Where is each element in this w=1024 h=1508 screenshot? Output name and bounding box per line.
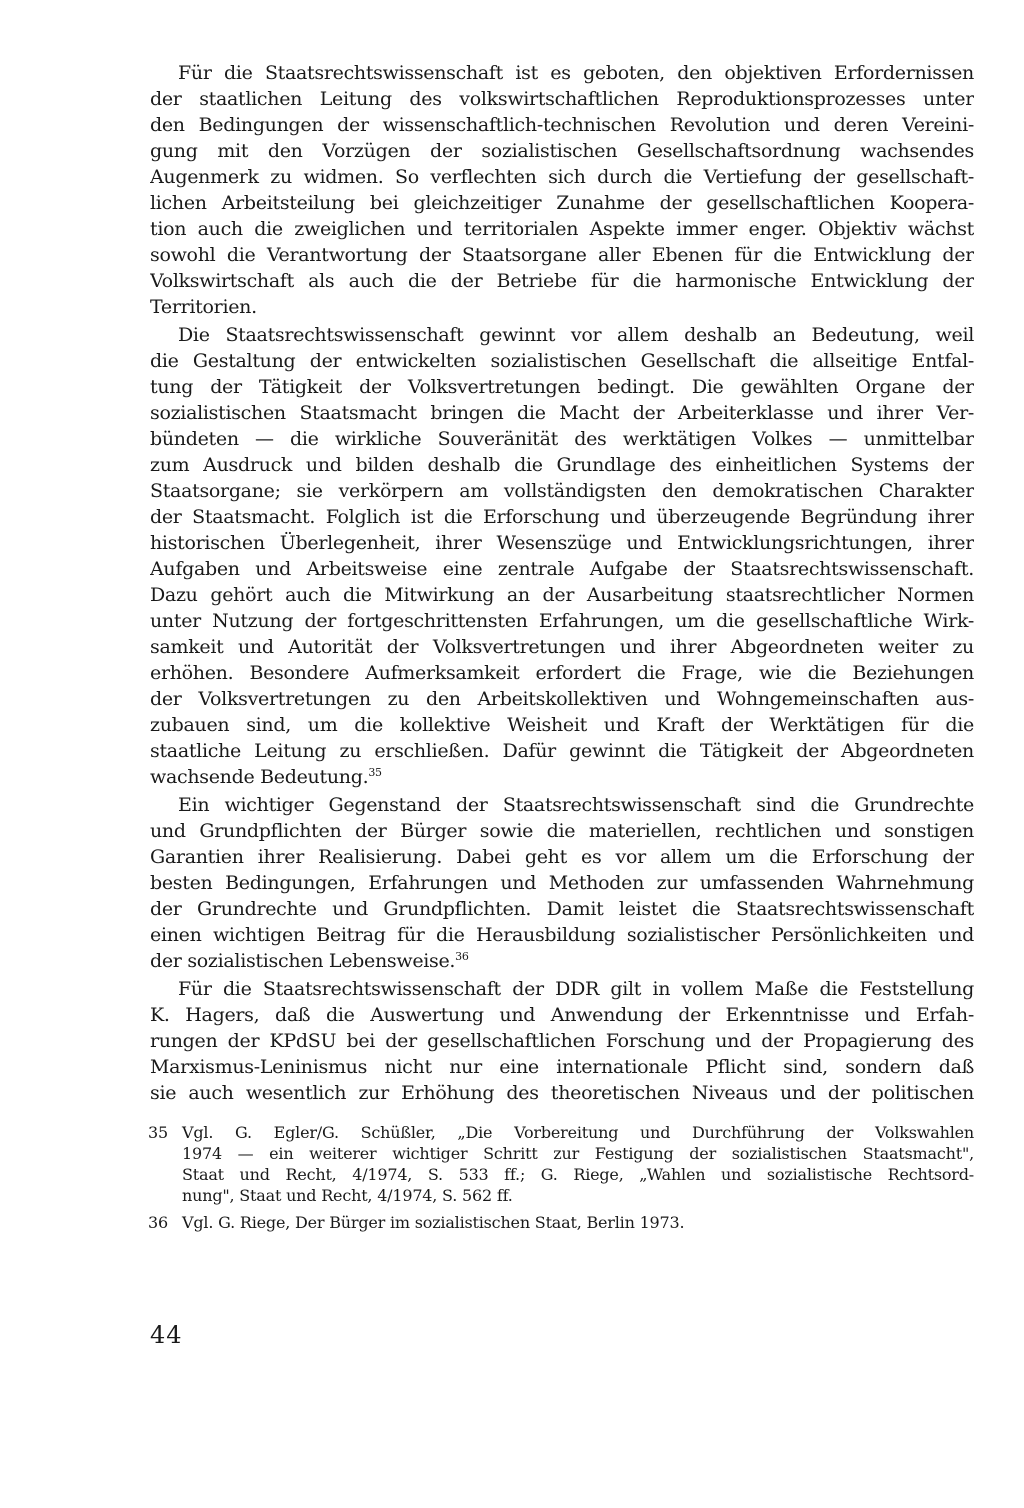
text-line: erhöhen. Besondere Aufmerksamkeit erfordert die Frage, wie die Beziehungen: [150, 662, 974, 684]
text-line: Für die Staatsrechtswissenschaft der DDR gilt in vollem Maße die Feststellung: [178, 978, 974, 1000]
footnote-line: 1974 — ein weiterer wichtiger Schritt zur Festigung der sozialistischen Staatsmacht",: [182, 1144, 974, 1163]
text-line: besten Bedingungen, Erfahrungen und Methoden zur umfassenden Wahrnehmung: [150, 872, 974, 894]
text-line: tung der Tätigkeit der Volksvertretungen bedingt. Die gewählten Organe der: [150, 376, 974, 398]
text-line: Die Staatsrechtswissenschaft gewinnt vor allem deshalb an Bedeutung, weil: [178, 324, 974, 346]
text-line: historischen Überlegenheit, ihrer Wesenszüge und Entwicklungsrichtungen, ihrer: [150, 532, 974, 554]
text-line: K. Hagers, daß die Auswertung und Anwendung der Erkenntnisse und Erfah-: [150, 1004, 974, 1026]
text-line-content: wachsende Bedeutung.: [150, 766, 369, 788]
footnote-number: 36: [148, 1213, 168, 1232]
text-line: samkeit und Autorität der Volksvertretungen und ihrer Abgeordneten weiter zu: [150, 636, 974, 658]
text-line: staatliche Leitung zu erschließen. Dafür gewinnt die Tätigkeit der Abgeordneten: [150, 740, 974, 762]
text-line: bündeten — die wirkliche Souveränität des werktätigen Volkes — unmittelbar: [150, 428, 974, 450]
text-line: Garantien ihrer Realisierung. Dabei geht es vor allem um die Erforschung der: [150, 846, 974, 868]
text-line: und Grundpflichten der Bürger sowie die materiellen, rechtlichen und sonstigen: [150, 820, 974, 842]
text-line: Ein wichtiger Gegenstand der Staatsrechtswissenschaft sind die Grundrechte: [178, 794, 974, 816]
text-line: zubauen sind, um die kollektive Weisheit und Kraft der Werktätigen für die: [150, 714, 974, 736]
text-line: rungen der KPdSU bei der gesellschaftlichen Forschung und der Propagierung des: [150, 1030, 974, 1052]
text-line: Aufgaben und Arbeitsweise eine zentrale Aufgabe der Staatsrechtswissenschaft.: [150, 558, 974, 580]
text-line: einen wichtigen Beitrag für die Herausbildung sozialistischer Persönlichkeiten und: [150, 924, 974, 946]
footnote-text: Vgl. G. Riege, Der Bürger im sozialistischen Staat, Berlin 1973.: [182, 1213, 685, 1232]
text-line: Dazu gehört auch die Mitwirkung an der Ausarbeitung staatsrechtlicher Normen: [150, 584, 974, 606]
footnote-number: 35: [148, 1123, 168, 1142]
text-line: der Grundrechte und Grundpflichten. Damit leistet die Staatsrechtswissenschaft: [150, 898, 974, 920]
text-line: unter Nutzung der fortgeschrittensten Erfahrungen, um die gesellschaftliche Wirk-: [150, 610, 974, 632]
footnote-line: [148, 1213, 684, 1233]
text-line: lichen Arbeitsteilung bei gleichzeitiger Zunahme der gesellschaftlichen Koopera-: [150, 192, 974, 214]
page-number: 44: [150, 1321, 183, 1349]
text-line: Staatsorgane; sie verkörpern am vollständigsten den demokratischen Charakter: [150, 480, 974, 502]
text-line: sie auch wesentlich zur Erhöhung des theoretischen Niveaus und der politischen: [150, 1082, 974, 1104]
footnote-text: Vgl. G. Egler/G. Schüßler, „Die Vorbereitung und Durchführung der Volkswahlen: [182, 1123, 974, 1142]
footnote-line: Staat und Recht, 4/1974, S. 533 ff.; G. Riege, „Wahlen und sozialistische Rechtsord-: [182, 1165, 974, 1184]
text-line: der staatlichen Leitung des volkswirtschaftlichen Reproduktionsprozesses unter: [150, 88, 974, 110]
text-line: Territorien.: [150, 296, 257, 318]
text-line: sowohl die Verantwortung der Staatsorgane aller Ebenen für die Entwicklung der: [150, 244, 974, 266]
text-line: den Bedingungen der wissenschaftlich-technischen Revolution und deren Vereini-: [150, 114, 974, 136]
footnote-reference-35[interactable]: 35: [368, 766, 382, 779]
text-line-content: der sozialistischen Lebensweise.: [150, 950, 456, 972]
text-line: zum Ausdruck und bilden deshalb die Grundlage des einheitlichen Systems der: [150, 454, 974, 476]
footnote-reference-36[interactable]: 36: [455, 950, 469, 963]
text-line: Marxismus-Leninismus nicht nur eine internationale Pflicht sind, sondern daß: [150, 1056, 974, 1078]
text-line: der Staatsmacht. Folglich ist die Erforschung und überzeugende Begründung ihrer: [150, 506, 974, 528]
text-line: tion auch die zweiglichen und territorialen Aspekte immer enger. Objektiv wächst: [150, 218, 974, 240]
text-line: sozialistischen Staatsmacht bringen die Macht der Arbeiterklasse und ihrer Ver-: [150, 402, 974, 424]
text-line: Augenmerk zu widmen. So verflechten sich durch die Vertiefung der gesellschaft-: [150, 166, 974, 188]
text-line: gung mit den Vorzügen der sozialistischen Gesellschaftsordnung wachsendes: [150, 140, 974, 162]
footnote-line: nung", Staat und Recht, 4/1974, S. 562 ff.: [182, 1186, 513, 1205]
text-line: der Volksvertretungen zu den Arbeitskollektiven und Wohngemeinschaften aus-: [150, 688, 974, 710]
footnote-line: [148, 1123, 974, 1143]
text-line: [150, 764, 974, 790]
text-line: Volkswirtschaft als auch die der Betriebe für die harmonische Entwicklung der: [150, 270, 974, 292]
text-line: Für die Staatsrechtswissenschaft ist es geboten, den objektiven Erfordernissen: [178, 62, 974, 84]
text-line: die Gestaltung der entwickelten sozialistischen Gesellschaft die allseitige Entfal-: [150, 350, 974, 372]
text-line: [150, 948, 974, 974]
